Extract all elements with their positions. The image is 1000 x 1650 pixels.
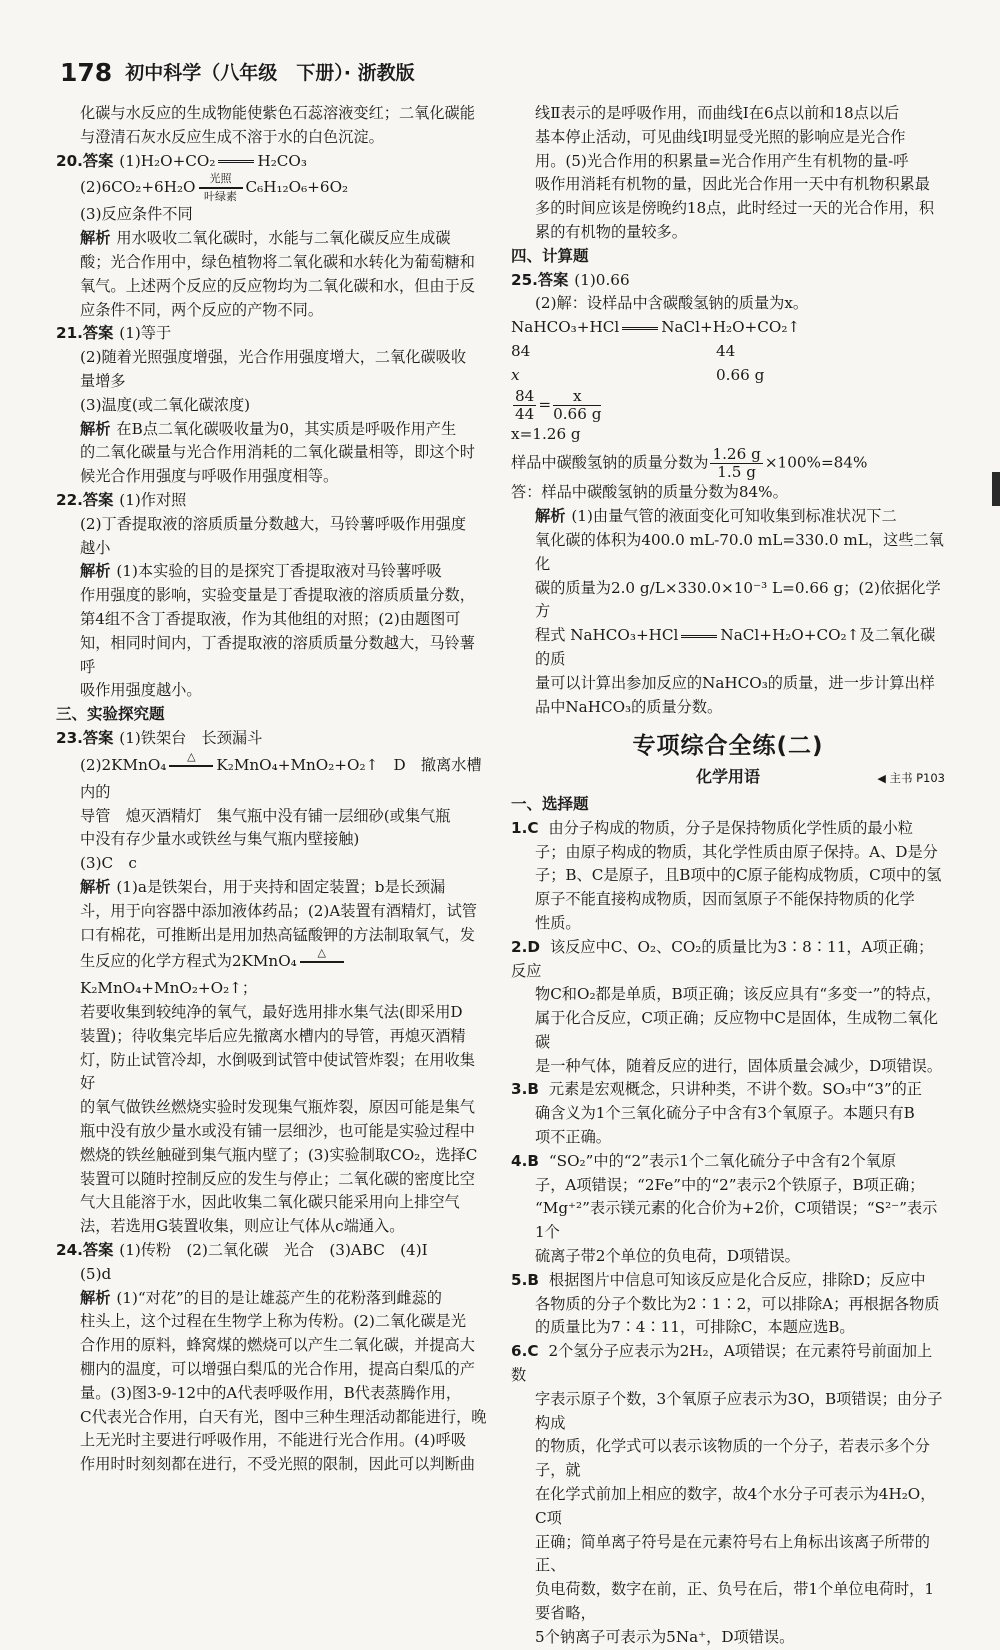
text-line: 负电荷数，数字在前，正、负号在后，带1个单位电荷时，1要省略， <box>535 1580 935 1623</box>
text-line: 累的有机物的量较多。 <box>535 222 687 241</box>
text-line: 的氧气做铁丝燃烧实验时发现集气瓶炸裂，原因可能是集气 <box>80 1098 475 1117</box>
text-line: 答：样品中碳酸氢钠的质量分数为84%。 <box>511 483 788 502</box>
text-line: 应条件不同，两个反应的产物不同。 <box>80 300 323 319</box>
right-column <box>511 102 945 1650</box>
choice-4: 4.B “SO₂”中的“2”表示1个二氧化硫分子中含有2个氧原 <box>511 1151 897 1170</box>
analysis-22: 解析 (1)本实验的目的是探究丁香提取液对马铃薯呼吸 <box>80 562 442 581</box>
text-line: 项不正确。 <box>535 1128 611 1147</box>
text-line: (3)C c <box>80 854 137 873</box>
choice-2: 2.D 该反应中C、O₂、CO₂的质量比为3∶8∶11，A项正确；反应 <box>511 937 934 980</box>
page-edge-tab <box>992 472 1000 506</box>
text-line: 氧化碳的体积为400.0 mL-70.0 mL=330.0 mL，这些二氧化 <box>535 530 944 573</box>
section-heading: 一、选择题 <box>511 794 589 813</box>
analysis-23-eq: 生反应的化学方程式为2KMnO₄ △ K₂MnO₄+MnO₂+O₂↑； <box>56 947 490 1001</box>
analysis-20: 解析 用水吸收二氧化碳时，水能与二氧化碳反应生成碳 <box>80 229 451 248</box>
text-line: 属于化合反应，C项正确；反应物中C是固体，生成物二氧化碳 <box>535 1009 938 1051</box>
mass-row: 84 44 <box>511 341 736 360</box>
subtitle: 化学用语 <box>695 767 760 787</box>
analysis-25: 解析 (1)由量气管的液面变化可知收集到标准状况下二 <box>535 507 897 526</box>
text-line: 硫离子带2个单位的负电荷，D项错误。 <box>535 1247 800 1266</box>
answer-22: 22.答案 (1)作对照 <box>56 490 187 509</box>
text-line: 化碳与水反应的生成物能使紫色石蕊溶液变红；二氧化碳能 <box>80 104 475 122</box>
text-line: 第4组不含丁香提取液，作为其他组的对照；(2)由题图可 <box>80 609 461 628</box>
answer-23: 23.答案 (1)铁架台 长颈漏斗 <box>56 728 263 747</box>
text-line: 吸作用强度越小。 <box>80 681 202 700</box>
subtitle-row <box>511 765 945 789</box>
text-line: 在化学式前加上相应的数字，故4个水分子可表示为4H₂O，C项 <box>535 1485 936 1527</box>
analysis-25-eq: 程式 NaHCO₃+HCl NaCl+H₂O+CO₂↑及二氧化碳的质 <box>535 626 936 668</box>
section-heading: 三、实验探究题 <box>56 705 165 724</box>
percent-line: 样品中碳酸氢钠的质量分数为 $\frac{1.26 g}{1.5 g}$ ×100%=84% <box>511 445 868 482</box>
proportion: $\frac{84}{44}$ = $\frac{x}{0.66 g}$ <box>515 386 602 423</box>
text-line: 作用强度的影响，实验变量是丁香提取液的溶质质量分数， <box>80 586 475 605</box>
text-line: 物C和O₂都是单质，B项正确；该反应具有“多变一”的特点， <box>535 985 942 1004</box>
text-line: 线Ⅱ表示的是呼吸作用，而曲线Ⅰ在6点以前和18点以后 <box>535 104 900 122</box>
text-line: 装置)；待收集完毕后应先撤离水槽内的导管，再熄灭酒精 <box>80 1026 466 1045</box>
text-line: 导管 熄灭酒精灯 集气瓶中没有铺一层细砂(或集气瓶 <box>80 806 451 825</box>
text-line: 知，相同时间内，丁香提取液的溶质质量分数越大，马铃薯呼 <box>80 633 475 676</box>
text-line: 量可以计算出参加反应的NaHCO₃的质量，进一步计算出样 <box>535 673 935 692</box>
analysis-23: 解析 (1)a是铁架台，用于夹持和固定装置；b是长颈漏 <box>80 877 446 896</box>
text-line: 斗，用于向容器中添加液体药品；(2)A装置有酒精灯，试管 <box>80 901 477 920</box>
answer-20-eq2: (2)6CO₂+6H₂O 光照 叶绿素C₆H₁₂O₆+6O₂ <box>80 172 349 204</box>
answer-24: 24.答案 (1)传粉 (2)二氧化碳 光合 (3)ABC (4)Ⅰ <box>56 1241 428 1260</box>
section-heading: 四、计算题 <box>511 246 589 265</box>
text-line: (3)温度(或二氧化碳浓度) <box>80 395 251 414</box>
text-line: 量增多 <box>80 371 126 390</box>
text-line: (5)d <box>80 1264 112 1283</box>
text-line: 的质量比为7∶4∶11，可排除C，本题应选B。 <box>535 1318 855 1337</box>
text-line: (2)随着光照强度增强，光合作用强度增大，二氧化碳吸收 <box>80 348 467 367</box>
choice-3: 3.B 元素是宏观概念，只讲种类，不讲个数。SO₃中“3”的正 <box>511 1080 922 1099</box>
text-line: 上无光时主要进行呼吸作用，不能进行光合作用。(4)呼吸 <box>80 1431 467 1450</box>
text-line: (2)解：设样品中含碳酸氢钠的质量为x。 <box>535 294 809 313</box>
book-title: 初中科学（八年级 下册）· 浙教版 <box>125 62 415 84</box>
text-line: 的二氧化碳量与光合作用消耗的二氧化碳量相等，即这个时 <box>80 443 475 462</box>
mass-row: x 0.66 g <box>511 365 765 384</box>
page-header <box>60 58 415 94</box>
equation-line: NaHCO₃+HCl NaCl+H₂O+CO₂↑ <box>511 318 801 337</box>
text-line: 吸作用消耗有机物的量，因此光合作用一天中有机物积累最 <box>535 175 930 194</box>
text-line: 的物质，化学式可以表示该物质的一个分子，若表示多个分子，就 <box>535 1437 930 1480</box>
text-line: 原子不能直接构成物质，因而氢原子不能保持物质的化学 <box>535 890 915 909</box>
analysis-24: 解析 (1)“对花”的目的是让雄蕊产生的花粉落到雌蕊的 <box>80 1288 442 1307</box>
text-line: x=1.26 g <box>511 424 581 443</box>
text-line: (3)反应条件不同 <box>80 205 193 224</box>
text-line: 装置可以随时控制反应的发生与停止；二氧化碳的密度比空 <box>80 1169 475 1188</box>
text-line: 越小 <box>80 538 111 557</box>
text-line: 用。(5)光合作用的积累量=光合作用产生有机物的量-呼 <box>535 151 909 170</box>
answer-25: 25.答案 (1)0.66 <box>511 270 630 289</box>
text-line: 碳的质量为2.0 g/L×330.0×10⁻³ L=0.66 g；(2)依据化学方 <box>535 578 941 621</box>
text-line: 是一种气体，随着反应的进行，固体质量会减少，D项错误。 <box>535 1056 943 1075</box>
text-line: “Mg⁺²”表示镁元素的化合价为+2价，C项错误；“S²⁻”表示1个 <box>535 1199 938 1242</box>
text-line: 子，A项错误；“2Fe”中的“2”表示2个铁原子，B项正确； <box>535 1175 925 1194</box>
text-line: 性质。 <box>535 913 581 932</box>
page-number: 178 <box>60 58 113 87</box>
choice-5: 5.B 根据图片中信息可知该反应是化合反应，排除D；反应中 <box>511 1270 926 1289</box>
analysis-21: 解析 在B点二氧化碳吸收量为0，其实质是呼吸作用产生 <box>80 419 457 438</box>
book-reference: ◀ 主书 P103 <box>877 771 945 786</box>
text-line: 各物质的分子个数比为2∶1∶2，可以排除A；再根据各物质 <box>535 1294 940 1313</box>
text-line: 量。(3)图3-9-12中的A代表呼吸作用，B代表蒸腾作用， <box>80 1383 462 1402</box>
pointer-icon: ◀ <box>877 772 886 786</box>
choice-6: 6.C 2个氢分子应表示为2H₂，A项错误；在元素符号前面加上数 <box>511 1342 933 1385</box>
text-line: 合作用的原料，蜂窝煤的燃烧可以产生二氧化碳，并提高大 <box>80 1336 475 1355</box>
text-line: (2)丁香提取液的溶质质量分数越大，马铃薯呼吸作用强度 <box>80 514 467 533</box>
text-line: 子；由原子构成的物质，其化学性质由原子保持。A、D是分 <box>535 842 938 861</box>
text-line: 口有棉花，可推断出是用加热高锰酸钾的方法制取氧气，发 <box>80 925 475 944</box>
text-line: 氧气。上述两个反应的反应物均为二氧化碳和水，但由于反 <box>80 276 475 295</box>
choice-1: 1.C 由分子构成的物质，分子是保持物质化学性质的最小粒 <box>511 818 913 837</box>
text-line: 棚内的温度，可以增强白梨瓜的光合作用，提高白梨瓜的产 <box>80 1360 475 1379</box>
text-line: 正确；简单离子符号是在元素符号右上角标出该离子所带的正、 <box>535 1532 930 1575</box>
text-line: 酸；光合作用中，绿色植物将二氧化碳和水转化为葡萄糖和 <box>80 252 475 271</box>
text-line: 作用时时刻刻都在进行，不受光照的限制，因此可以判断曲 <box>80 1455 475 1474</box>
text-line: 气大且能溶于水，因此收集二氧化碳只能采用向上排空气 <box>80 1193 460 1212</box>
text-line: 基本停止活动，可见曲线Ⅰ明显受光照的影响应是光合作 <box>535 127 906 146</box>
text-line: 字表示原子个数，3个氧原子应表示为3O，B项错误；由分子构成 <box>535 1389 943 1432</box>
text-line: 中没有存少量水或铁丝与集气瓶内壁接触) <box>80 830 360 849</box>
text-line: 法，若选用G装置收集，则应让气体从c端通入。 <box>80 1217 405 1236</box>
text-line: 品中NaHCO₃的质量分数。 <box>535 697 723 716</box>
text-line: 5个钠离子可表示为5Na⁺，D项错误。 <box>535 1627 795 1646</box>
text-line: 柱头上，这个过程在生物学上称为传粉。(2)二氧化碳是光 <box>80 1312 467 1331</box>
text-line: 瓶中没有放少量水或没有铺一层细沙，也可能是实验过程中 <box>80 1122 475 1141</box>
left-column <box>56 102 490 1477</box>
text-line: 灯，防止试管冷却，水倒吸到试管中使试管炸裂；在用收集好 <box>80 1050 475 1093</box>
text-line: 若要收集到较纯净的氧气，最好选用排水集气法(即采用D <box>80 1003 463 1022</box>
text-line: 燃烧的铁丝触碰到集气瓶内壁了；(3)实验制取CO₂，选择C <box>80 1145 478 1164</box>
text-line: 候光合作用强度与呼吸作用强度相等。 <box>80 467 339 486</box>
text-line: 确含义为1个三氧化硫分子中含有3个氧原子。本题只有B <box>535 1104 915 1123</box>
answer-21: 21.答案 (1)等于 <box>56 324 172 343</box>
text-line: 多的时间应该是傍晚约18点，此时经过一天的光合作用，积 <box>535 199 935 218</box>
answer-23-eq: (2)2KMnO₄ △ K₂MnO₄+MnO₂+O₂↑ D 撤离水槽内的 <box>80 749 482 801</box>
answer-20: 20.答案 (1)H₂O+CO₂ H₂CO₃ <box>56 151 307 170</box>
text-line: 与澄清石灰水反应生成不溶于水的白色沉淀。 <box>80 127 384 146</box>
section-title: 专项综合全练(二) <box>632 733 824 760</box>
text-line: 子；B、C是原子，且B项中的C原子能构成物质，C项中的氢 <box>535 866 942 885</box>
text-line: C代表光合作用，白天有光，图中三种生理活动都能进行，晚 <box>80 1407 487 1426</box>
